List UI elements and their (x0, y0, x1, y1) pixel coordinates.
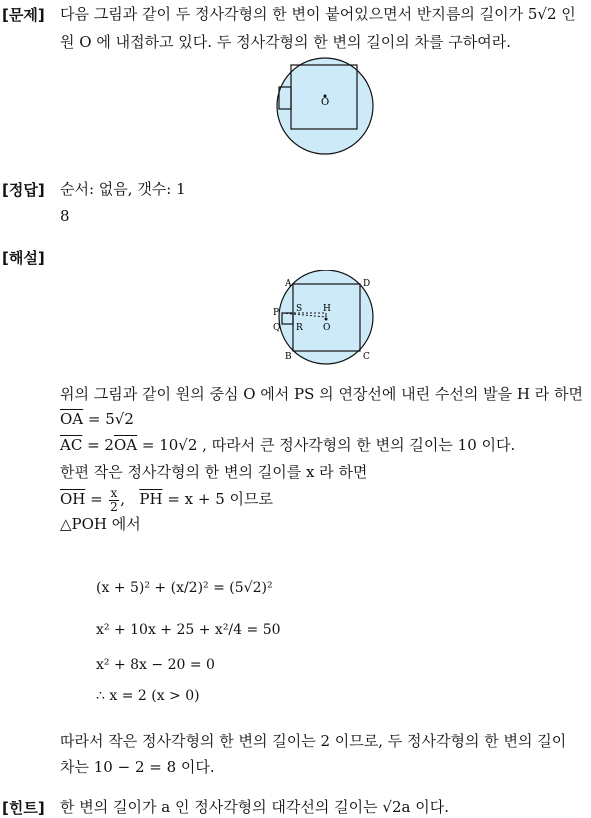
label-c: C (363, 352, 370, 362)
label-b: B (285, 352, 292, 362)
answer-line: 순서: 없음, 갯수: 1 (60, 180, 186, 198)
label-a: A (285, 279, 292, 289)
oh-eq: = (85, 490, 108, 508)
equation-4: ∴ x = 2 (x > 0) (96, 688, 200, 704)
ac-value: = 10√2 , 따라서 큰 정사각형의 한 변의 길이는 10 이다. (137, 436, 516, 454)
hint-tag: [힌트] (2, 799, 45, 817)
ph-symbol: $\overline{PH}$ (139, 490, 163, 508)
center-point (325, 318, 328, 321)
conclusion-line-2: 차는 10 − 2 = 8 이다. (60, 758, 215, 776)
label-s: S (296, 304, 303, 314)
solution-oh-ph: $\overline{OH}$ = $\frac{x}{2}$ , $\overline{PH} = x + 5$ 이므로 (60, 485, 273, 514)
solution-tag: [해설] (2, 249, 45, 267)
oh-symbol: $\overline{OH}$ (60, 490, 86, 508)
equation-2: x² + 10x + 25 + x²/4 = 50 (96, 622, 281, 638)
solution-figure (268, 270, 380, 366)
oh-denominator: 2 (110, 499, 118, 514)
ph-value: = x + 5 이므로 (162, 490, 273, 508)
equation-3: x² + 8x − 20 = 0 (96, 657, 215, 673)
conclusion-line-1: 따라서 작은 정사각형의 한 변의 길이는 2 이므로, 두 정사각형의 한 변의 길이 (60, 732, 567, 750)
hint-text: 한 변의 길이가 a 인 정사각형의 대각선의 길이는 √2a 이다. (60, 798, 449, 816)
oa-value: = 5√2 (83, 410, 134, 428)
solution-oa (60, 409, 134, 429)
label-o: O (321, 97, 330, 108)
oa-symbol: $\overline{OA}$ (60, 410, 84, 428)
ac-mid: = 2 (82, 436, 114, 454)
oh-numerator: x (110, 485, 118, 500)
ac-oa-symbol: $\overline{OA}$ (113, 436, 138, 454)
problem-line-1: 다음 그림과 같이 두 정사각형의 한 변이 붙어있으면서 반지름의 길이가 5√2 인 (60, 5, 576, 23)
label-q: Q (273, 323, 281, 333)
answer-value: 8 (60, 207, 70, 225)
solution-line-4: 한편 작은 정사각형의 한 변의 길이를 x 라 하면 (60, 463, 368, 481)
solution-triangle: △POH 에서 (60, 515, 141, 533)
problem-line-2: 원 O 에 내접하고 있다. 두 정사각형의 한 변의 길이의 차를 구하여라. (60, 33, 512, 51)
label-r: R (296, 323, 303, 333)
solution-ac (60, 435, 515, 455)
problem-figure (274, 55, 376, 157)
label-p: P (273, 308, 280, 318)
ac-symbol: $\overline{AC}$ (60, 436, 83, 454)
problem-tag: [문제] (2, 6, 45, 24)
label-d: D (363, 279, 371, 289)
solution-line-1: 위의 그림과 같이 원의 중심 O 에서 PS 의 연장선에 내린 수선의 발을 H 라 하면 (60, 385, 583, 403)
equation-1: (x + 5)² + (x/2)² = (5√2)² (96, 580, 273, 596)
label-o: O (323, 323, 331, 333)
label-h: H (323, 304, 331, 314)
oh-fraction (109, 487, 120, 514)
answer-tag: [정답] (2, 181, 45, 199)
